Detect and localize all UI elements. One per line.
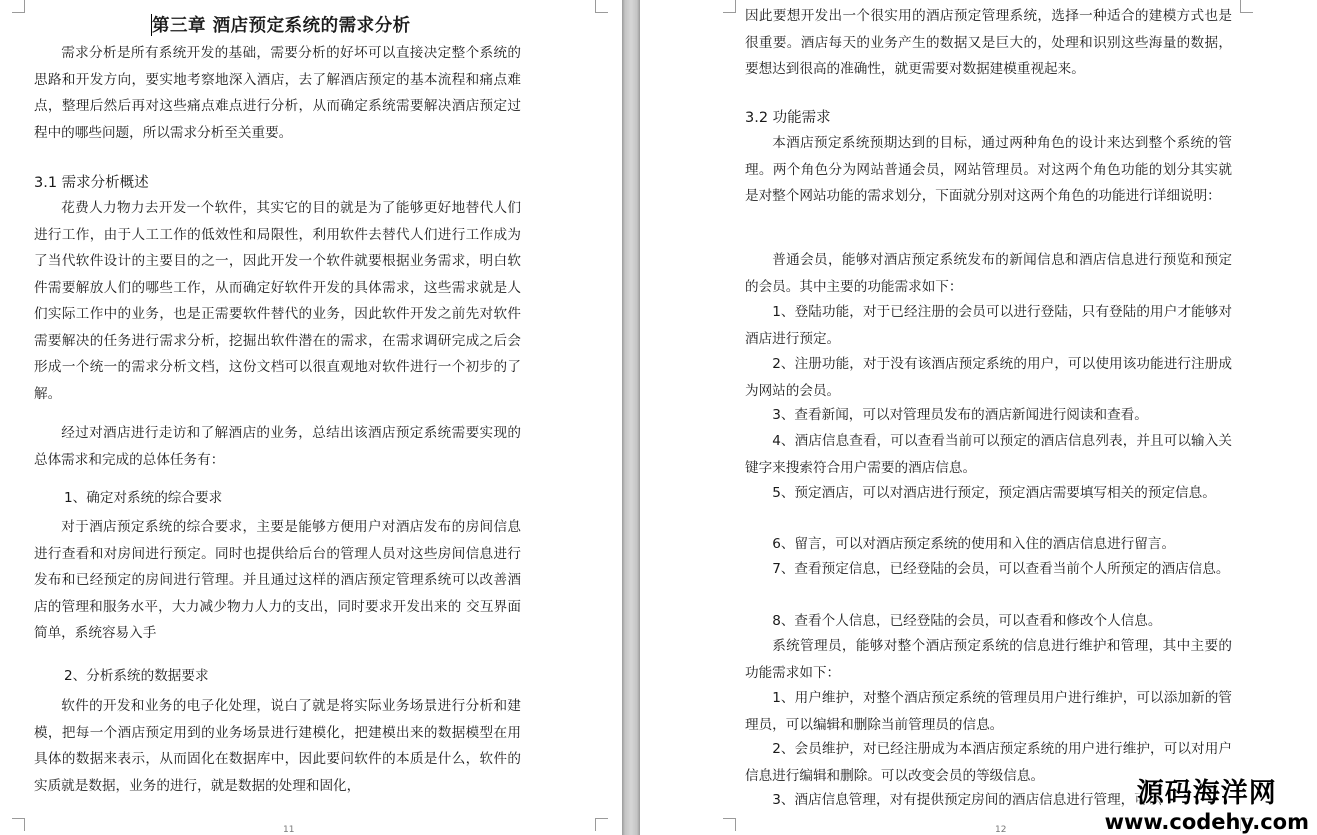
requirement-1-title[interactable]: 1、确定对系统的综合要求	[64, 490, 223, 506]
requirement-2-title[interactable]: 2、分析系统的数据要求	[64, 668, 209, 684]
admin-item[interactable]: 3、酒店信息管理，对有提供预定房间的酒店信息进行管理，可以	[772, 792, 1162, 808]
member-item[interactable]: 8、查看个人信息，已经登陆的会员，可以查看和修改个人信息。	[772, 613, 1162, 629]
section-3-2-heading[interactable]: 3.2 功能需求	[745, 110, 831, 126]
admin-intro-paragraph[interactable]: 系统管理员，能够对整个酒店预定系统的信息进行维护和管理，其中主要的功能需求如下：	[745, 638, 1232, 681]
margin-corner-mark	[12, 0, 25, 13]
page-number: 12	[995, 825, 1007, 835]
admin-item[interactable]: 2、会员维护，对已经注册成为本酒店预定系统的用户进行维护，可以对用户信息进行编辑和删除。可以改变会员的等级信息。	[745, 741, 1232, 784]
member-item[interactable]: 4、酒店信息查看，可以查看当前可以预定的酒店信息列表，并且可以输入关键字来搜索符合用户需要的酒店信息。	[745, 433, 1232, 476]
site-watermark	[1105, 779, 1309, 835]
section-3-1-heading[interactable]: 3.1 需求分析概述	[34, 175, 149, 191]
margin-corner-mark	[12, 818, 25, 831]
requirement-2-body[interactable]: 软件的开发和业务的电子化处理，说白了就是将实际业务场景进行分析和建模，把每一个酒店预定用到的业务场景进行建模化，把建模出来的数据模型在用具体的数据来表示，从而固化在数据库中，因此要问软件的本质是什么，软件的实质就是数据，业务的进行，就是数据的处理和固化，	[34, 698, 521, 794]
requirement-1-body[interactable]: 对于酒店预定系统的综合要求，主要是能够方便用户对酒店发布的房间信息进行查看和对房间进行预定。同时也提供给后台的管理人员对这些房间信息进行发布和已经预定的房间进行管理。并且通过这样的酒店预定管理系统可以改善酒店的管理和服务水平，大力减少物力人力的支出，同时要求开发出来的 交互界面简单，系统容易入手	[34, 519, 521, 641]
member-item[interactable]: 6、留言，可以对酒店预定系统的使用和入住的酒店信息进行留言。	[772, 536, 1176, 552]
document-page-12	[640, 0, 1317, 835]
member-item[interactable]: 3、查看新闻，可以对管理员发布的酒店新闻进行阅读和查看。	[772, 407, 1148, 423]
watermark-url: www.codehy.com	[1104, 810, 1309, 834]
margin-corner-mark	[595, 818, 608, 831]
document-page-11	[0, 0, 622, 835]
member-item[interactable]: 7、查看预定信息，已经登陆的会员，可以查看当前个人所预定的酒店信息。	[772, 561, 1230, 577]
chapter-title[interactable]: 第三章 酒店预定系统的需求分析	[152, 16, 411, 36]
continuation-paragraph[interactable]: 因此要想开发出一个很实用的酒店预定管理系统，选择一种适合的建模方式也是很重要。酒店每天的业务产生的数据又是巨大的，处理和识别这些海量的数据，要想达到很高的准确性，就更需要对数据建模重视起来。	[745, 8, 1232, 77]
function-overview-paragraph[interactable]: 本酒店预定系统预期达到的目标，通过两种角色的设计来达到整个系统的管理。两个角色分为网站普通会员，网站管理员。对这两个角色功能的划分其实就是对整个网站功能的需求划分，下面就分别对这两个角色的功能进行详细说明：	[745, 135, 1232, 204]
margin-corner-mark	[595, 0, 608, 13]
watermark-title: 源码海洋网	[1136, 778, 1277, 809]
summary-paragraph[interactable]: 经过对酒店进行走访和了解酒店的业务，总结出该酒店预定系统需要实现的总体需求和完成的总体任务有：	[34, 425, 521, 468]
margin-corner-mark	[723, 818, 736, 831]
member-item[interactable]: 1、登陆功能，对于已经注册的会员可以进行登陆，只有登陆的用户才能够对酒店进行预定。	[745, 304, 1232, 347]
margin-corner-mark	[723, 0, 736, 13]
page-number: 11	[283, 825, 295, 835]
admin-item[interactable]: 1、用户维护，对整个酒店预定系统的管理员用户进行维护，可以添加新的管理员，可以编辑和删除当前管理员的信息。	[745, 690, 1232, 733]
page-gutter	[622, 0, 640, 835]
member-intro-paragraph[interactable]: 普通会员，能够对酒店预定系统发布的新闻信息和酒店信息进行预览和预定的会员。其中主要的功能需求如下：	[745, 252, 1232, 295]
intro-paragraph[interactable]: 需求分析是所有系统开发的基础，需要分析的好坏可以直接决定整个系统的思路和开发方向，要实地考察地深入酒店，去了解酒店预定的基本流程和痛点难点，整理后然后再对这些痛点难点进行分析，从而确定系统需要解决酒店预定过程中的哪些问题，所以需求分析至关重要。	[34, 45, 521, 141]
overview-paragraph[interactable]: 花费人力物力去开发一个软件，其实它的目的就是为了能够更好地替代人们进行工作，由于人工工作的低效性和局限性，利用软件去替代人们进行工作成为了当代软件设计的主要目的之一，因此开发一个软件就要根据业务需求，明白软件需要解放人们的哪些工作，从而确定好软件开发的具体需求，这些需求就是人们实际工作中的业务，也是正需要软件替代的业务，因此软件开发之前先对软件需要解决的任务进行需求分析，挖掘出软件潜在的需求，在需求调研完成之后会形成一个统一的需求分析文档，这份文档可以很直观地对软件进行一个初步的了解。	[34, 200, 521, 402]
member-item[interactable]: 5、预定酒店，可以对酒店进行预定，预定酒店需要填写相关的预定信息。	[772, 485, 1216, 501]
member-item[interactable]: 2、注册功能，对于没有该酒店预定系统的用户，可以使用该功能进行注册成为网站的会员。	[745, 356, 1232, 399]
margin-corner-mark	[1240, 0, 1253, 13]
